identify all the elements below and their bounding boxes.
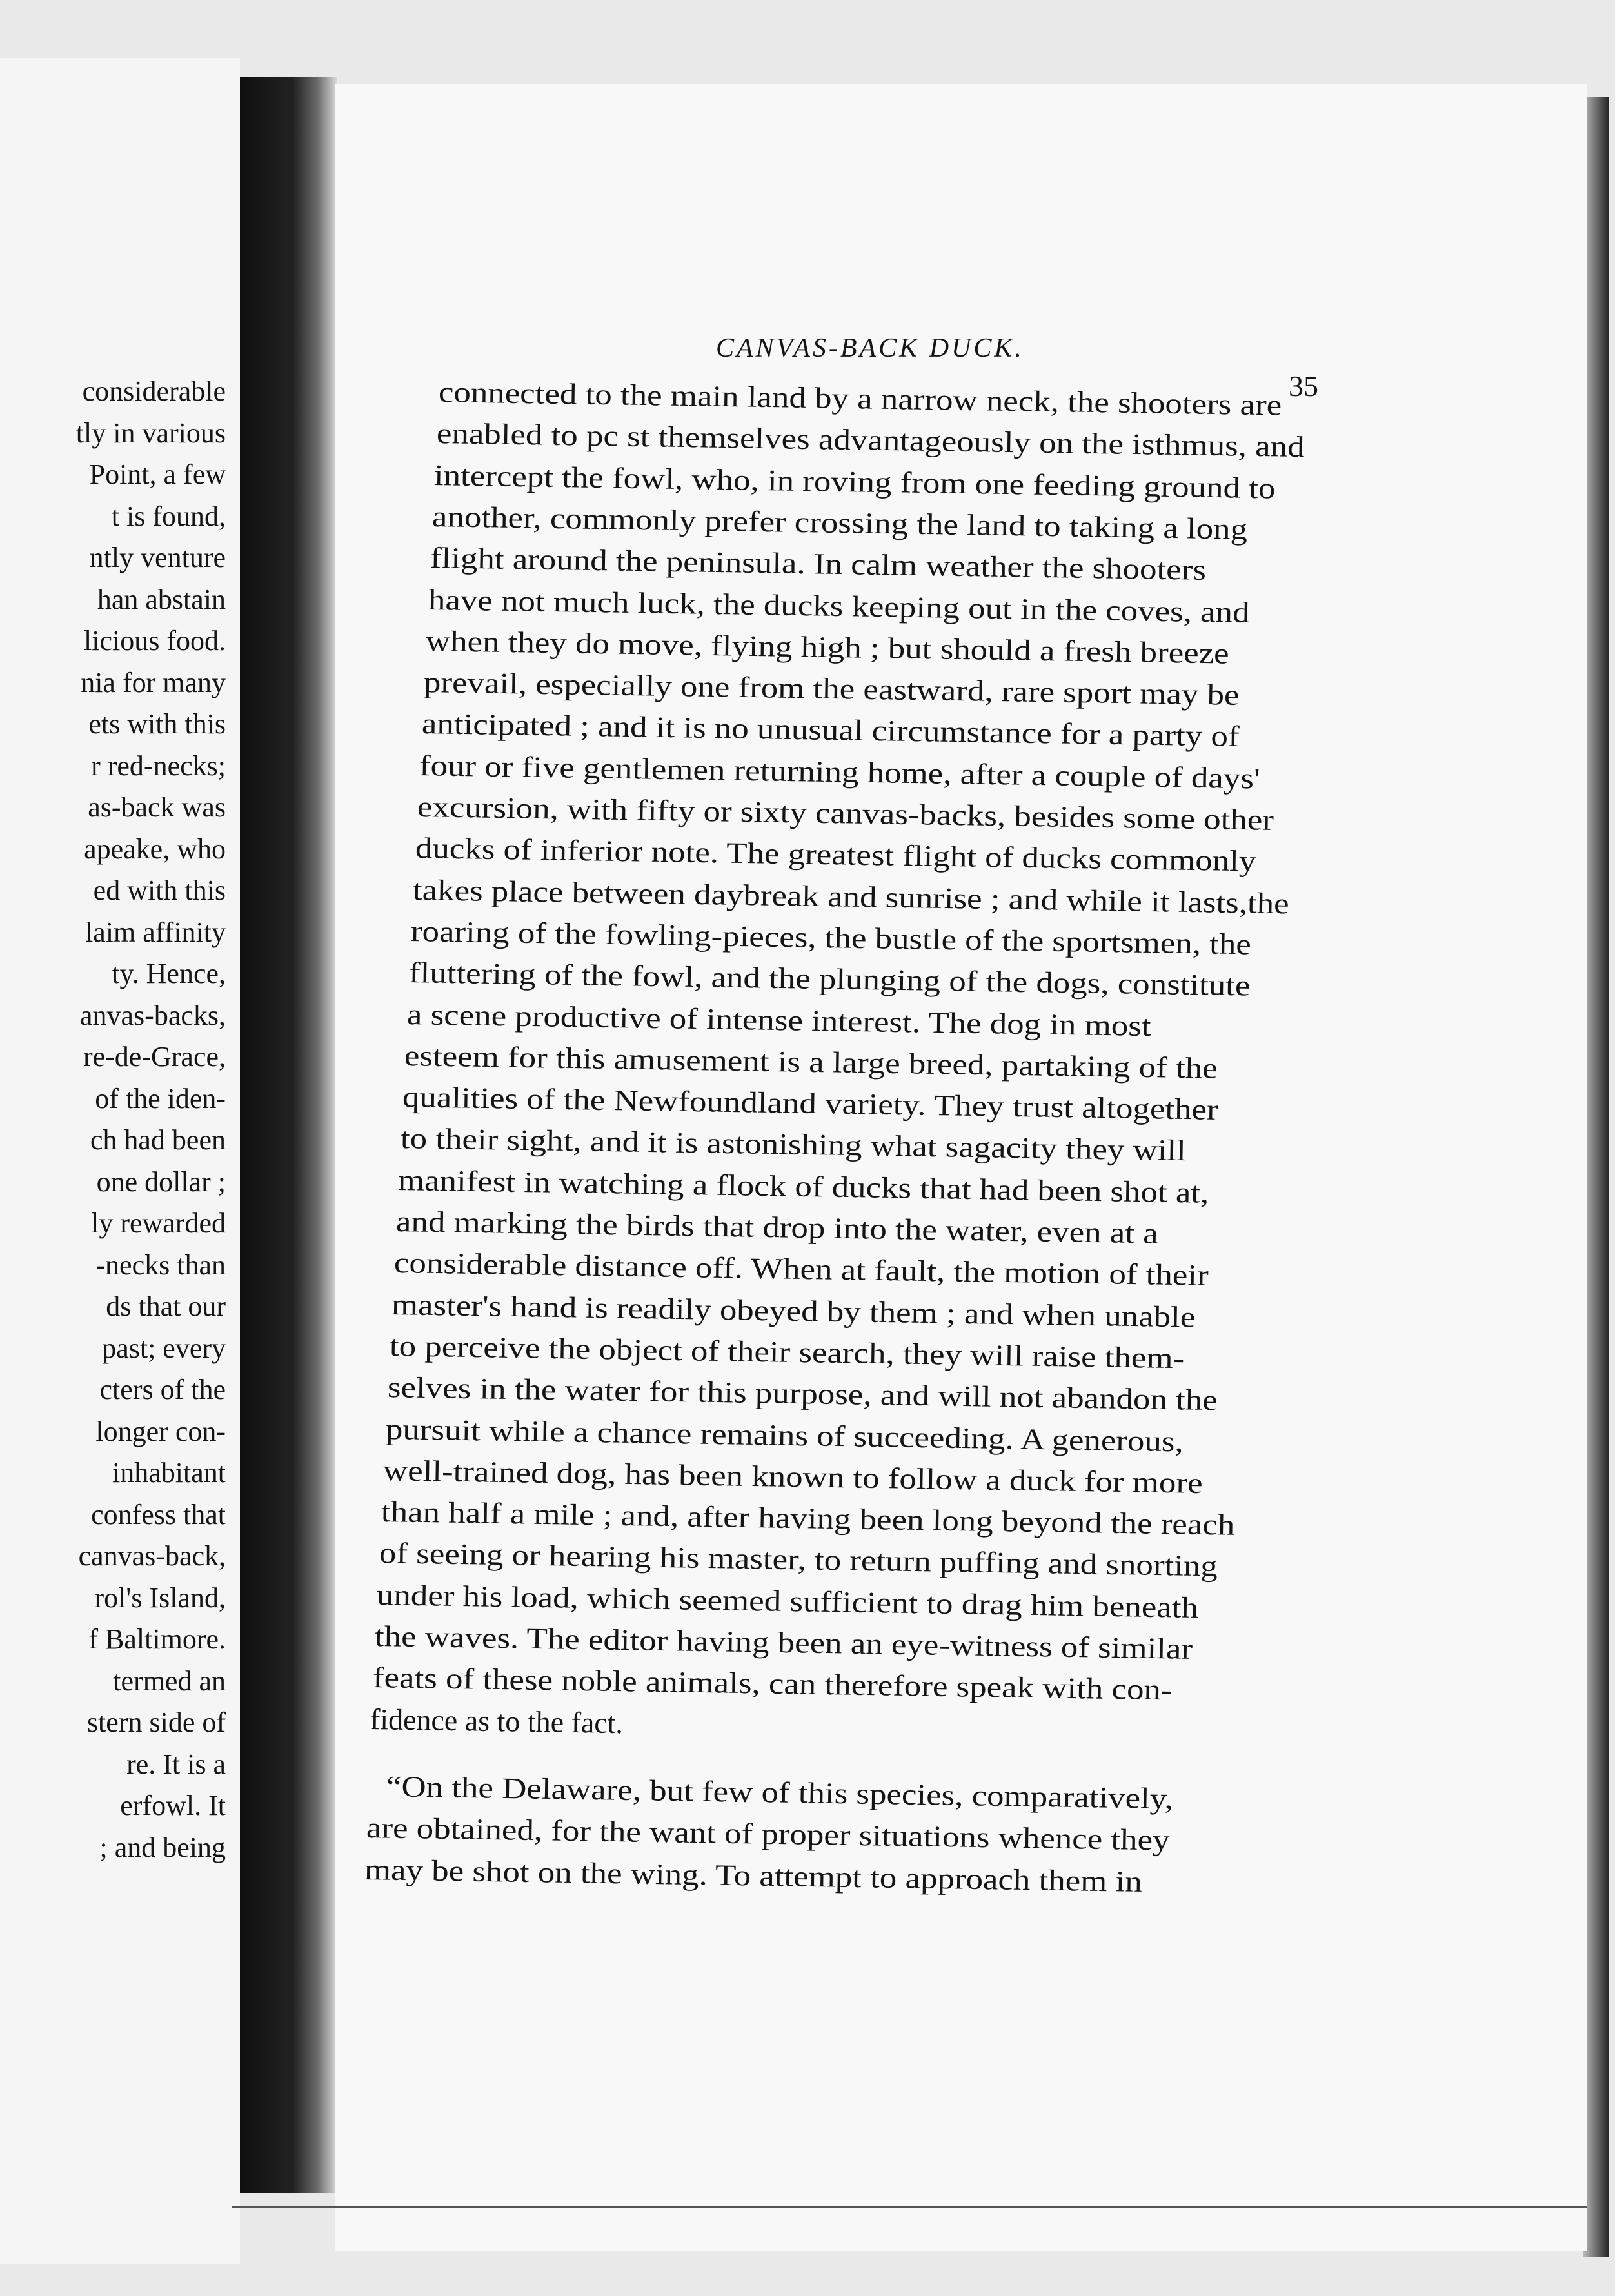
left-page-line: anvas-backs, xyxy=(79,999,226,1031)
left-page-line: stern side of xyxy=(86,1707,226,1738)
body-line: anticipated ; and it is no unusual circumstance for a party of xyxy=(421,707,1240,753)
body-line: a scene productive of intense interest. The dog in most xyxy=(406,997,1151,1042)
left-page-line: re. It is a xyxy=(126,1748,226,1780)
body-line: the waves. The editor having been an eye-witness of similar xyxy=(374,1619,1193,1665)
left-page-line: rol's Island, xyxy=(94,1581,226,1614)
body-line: four or five gentlemen returning home, after a couple of days' xyxy=(419,748,1261,795)
left-page-line: tly in various xyxy=(75,417,226,449)
left-page-line: ly rewarded xyxy=(91,1207,226,1239)
left-page-line: han abstain xyxy=(97,583,226,615)
body-line: intercept the fowl, who, in roving from one feeding ground to xyxy=(433,458,1276,505)
body-line: manifest in watching a flock of ducks that had been shot at, xyxy=(397,1163,1210,1209)
body-line: are obtained, for the want of proper situations whence they xyxy=(366,1811,1170,1857)
left-page-line: Point, a few xyxy=(89,459,226,490)
left-page-line: of the iden- xyxy=(95,1082,226,1114)
body-line: flight around the peninsula. In calm weather the shooters xyxy=(430,541,1207,587)
body-line: takes place between daybreak and sunrise ; and while it lasts,the xyxy=(412,873,1290,920)
left-page-line: ; and being xyxy=(99,1831,226,1863)
page-edge xyxy=(1583,97,1609,2257)
paragraph-start-line: “On the Delaware, but few of this species, comparatively, xyxy=(386,1769,1174,1816)
left-page-line: re-de-Grace, xyxy=(83,1041,226,1073)
left-page-line: confess that xyxy=(91,1498,226,1530)
left-page-line: ed with this xyxy=(93,875,226,906)
body-line: to perceive the object of their search, they will raise them- xyxy=(389,1329,1185,1375)
left-page-line: ds that our xyxy=(106,1291,226,1322)
body-line: under his load, which seemed sufficient to drag him beneath xyxy=(376,1578,1199,1624)
left-page-line: erfowl. It xyxy=(120,1790,226,1821)
gutter-shadow xyxy=(240,77,337,2193)
page-bottom-edge xyxy=(232,2206,1587,2208)
left-page-line: past; every xyxy=(102,1332,226,1364)
left-page-line: t is found, xyxy=(111,500,226,532)
left-page-line: -necks than xyxy=(95,1249,226,1281)
left-page-line: cters of the xyxy=(99,1374,226,1405)
body-line: another, commonly prefer crossing the land to taking a long xyxy=(431,499,1248,546)
left-page xyxy=(0,58,240,2264)
body-line: qualities of the Newfoundland variety. They trust altogether xyxy=(402,1080,1218,1126)
body-line: feats of these noble animals, can therefore speak with con- xyxy=(372,1661,1173,1707)
left-page-line: f Baltimore. xyxy=(88,1623,226,1655)
left-page-line: r red-necks; xyxy=(91,749,226,782)
body-line: esteem for this amusement is a large breed, partaking of the xyxy=(404,1038,1218,1085)
left-page-line: considerable xyxy=(82,375,226,407)
body-line: fluttering of the fowl, and the plunging of the dogs, constitute xyxy=(408,956,1251,1002)
body-line: may be shot on the wing. To attempt to approach them in xyxy=(364,1852,1142,1898)
body-line: prevail, especially one from the eastward, rare sport may be xyxy=(423,666,1240,711)
body-line: pursuit while a chance remains of succeeding. A generous, xyxy=(385,1412,1184,1458)
left-page-line: ch had been xyxy=(90,1124,226,1156)
left-page-line: apeake, who xyxy=(84,833,226,865)
body-line: connected to the main land by a narrow neck, the shooters are xyxy=(438,375,1282,422)
body-line: ducks of inferior note. The greatest flight of ducks commonly xyxy=(415,831,1256,878)
body-line: well-trained dog, has been known to follow a duck for more xyxy=(382,1453,1204,1499)
left-page-line: ets with this xyxy=(88,708,226,740)
left-page-line: one dollar ; xyxy=(96,1165,226,1198)
left-page-line: nia for many xyxy=(81,666,226,698)
body-line: excursion, with fifty or sixty canvas-backs, besides some other xyxy=(417,790,1274,836)
body-line: have not much luck, the ducks keeping out in the coves, and xyxy=(428,582,1250,629)
body-line: and marking the birds that drop into the water, even at a xyxy=(395,1205,1159,1250)
body-line: fidence as to the fact. xyxy=(370,1702,624,1739)
left-page-line: ntly venture xyxy=(89,542,226,573)
left-page-line: laim affinity xyxy=(85,916,226,948)
body-line: selves in the water for this purpose, and will not abandon the xyxy=(387,1371,1218,1417)
left-page-line: ty. Hence, xyxy=(112,958,226,989)
body-line: master's hand is readily obeyed by them ; and when unable xyxy=(391,1287,1196,1334)
running-head: CANVAS-BACK DUCK. xyxy=(716,333,1024,363)
left-page-line: longer con- xyxy=(95,1415,226,1447)
body-line: to their sight, and it is astonishing what sagacity they will xyxy=(400,1122,1186,1167)
left-page-line: inhabitant xyxy=(112,1457,226,1489)
body-line: when they do move, flying high ; but should a fresh breeze xyxy=(425,624,1230,670)
body-line: than half a mile ; and, after having been long beyond the reach xyxy=(381,1495,1235,1541)
left-page-line: canvas-back, xyxy=(78,1540,226,1572)
body-line: considerable distance off. When at fault, the motion of their xyxy=(393,1246,1209,1292)
left-page-line: as-back was xyxy=(88,791,226,823)
body-line: enabled to pc st themselves advantageously on the isthmus, and xyxy=(436,417,1305,464)
left-page-line: termed an xyxy=(113,1665,226,1697)
left-page-line: licious food. xyxy=(84,625,226,657)
body-line: roaring of the fowling-pieces, the bustle of the sportsmen, the xyxy=(410,914,1252,961)
page-number: 35 xyxy=(1289,370,1318,402)
body-line: of seeing or hearing his master, to return puffing and snorting xyxy=(379,1536,1218,1583)
